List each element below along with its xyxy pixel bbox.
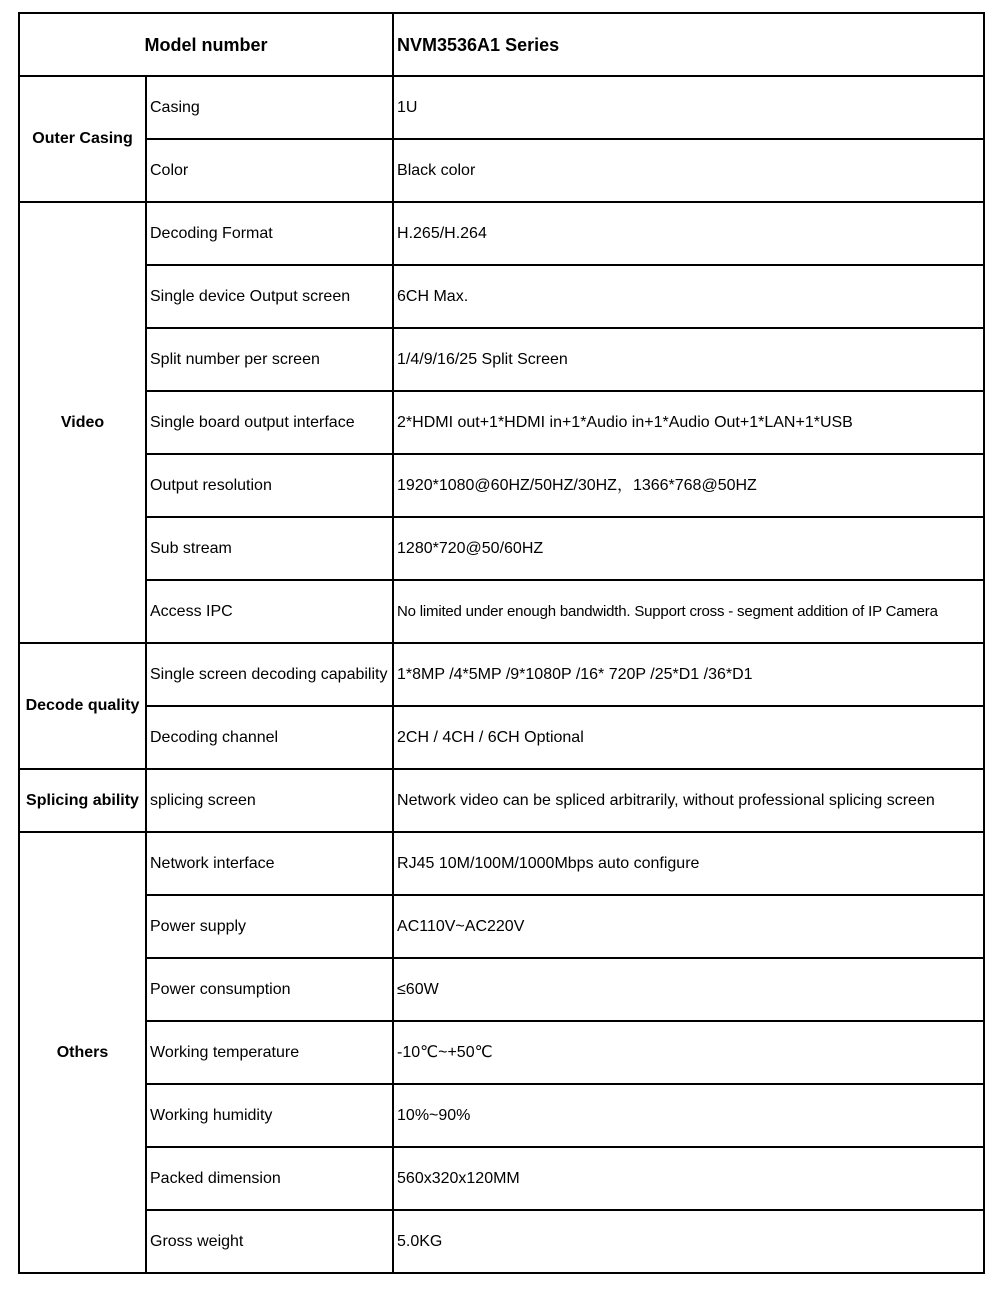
param-label: Packed dimension [146,1147,393,1210]
group-video: Video [19,202,146,643]
param-label: Casing [146,76,393,139]
table-row [19,454,984,517]
param-label: Split number per screen [146,328,393,391]
param-label: Network interface [146,832,393,895]
param-value: 1920*1080@60HZ/50HZ/30HZ，1366*768@50HZ [393,454,984,517]
param-label: Power supply [146,895,393,958]
param-value: 1/4/9/16/25 Split Screen [393,328,984,391]
param-value: No limited under enough bandwidth. Support cross - segment addition of IP Camera [393,580,984,643]
table-row [19,202,984,265]
param-label: Decoding Format [146,202,393,265]
param-label: Sub stream [146,517,393,580]
table-row [19,706,984,769]
group-outer-casing: Outer Casing [19,76,146,202]
param-value: 1U [393,76,984,139]
param-value: 560x320x120MM [393,1147,984,1210]
param-label: Output resolution [146,454,393,517]
table-row [19,76,984,139]
table-row [19,1210,984,1273]
param-label: Single screen decoding capability [146,643,393,706]
table-row [19,328,984,391]
param-label: Power consumption [146,958,393,1021]
param-value: 1*8MP /4*5MP /9*1080P /16* 720P /25*D1 /36*D1 [393,643,984,706]
table-row [19,391,984,454]
param-value: 1280*720@50/60HZ [393,517,984,580]
param-value: H.265/H.264 [393,202,984,265]
table-row [19,139,984,202]
table-row [19,832,984,895]
param-label: Working humidity [146,1084,393,1147]
table-row [19,580,984,643]
header-row [19,13,984,76]
param-value: 2CH / 4CH / 6CH Optional [393,706,984,769]
table-row [19,1084,984,1147]
table-row [19,1021,984,1084]
table-row [19,643,984,706]
group-decode-quality: Decode quality [19,643,146,769]
param-label: Working temperature [146,1021,393,1084]
group-splicing-ability: Splicing ability [19,769,146,832]
table-row [19,895,984,958]
param-label: Single board output interface [146,391,393,454]
param-value: AC110V~AC220V [393,895,984,958]
spec-table [18,12,985,1274]
model-series: NVM3536A1 Series [393,13,984,76]
param-label: splicing screen [146,769,393,832]
param-value: 10%~90% [393,1084,984,1147]
param-value: 2*HDMI out+1*HDMI in+1*Audio in+1*Audio Out+1*LAN+1*USB [393,391,984,454]
param-value: Black color [393,139,984,202]
table-row [19,265,984,328]
param-value: -10℃~+50℃ [393,1021,984,1084]
param-label: Decoding channel [146,706,393,769]
param-label: Gross weight [146,1210,393,1273]
table-row [19,958,984,1021]
param-value: Network video can be spliced arbitrarily, without professional splicing screen [393,769,984,832]
param-value: 6CH Max. [393,265,984,328]
table-row [19,1147,984,1210]
param-value: ≤60W [393,958,984,1021]
param-label: Single device Output screen [146,265,393,328]
table-row [19,769,984,832]
group-others: Others [19,832,146,1273]
param-label: Access IPC [146,580,393,643]
param-label: Color [146,139,393,202]
model-number-label: Model number [19,13,393,76]
param-value: RJ45 10M/100M/1000Mbps auto configure [393,832,984,895]
param-value: 5.0KG [393,1210,984,1273]
table-row [19,517,984,580]
